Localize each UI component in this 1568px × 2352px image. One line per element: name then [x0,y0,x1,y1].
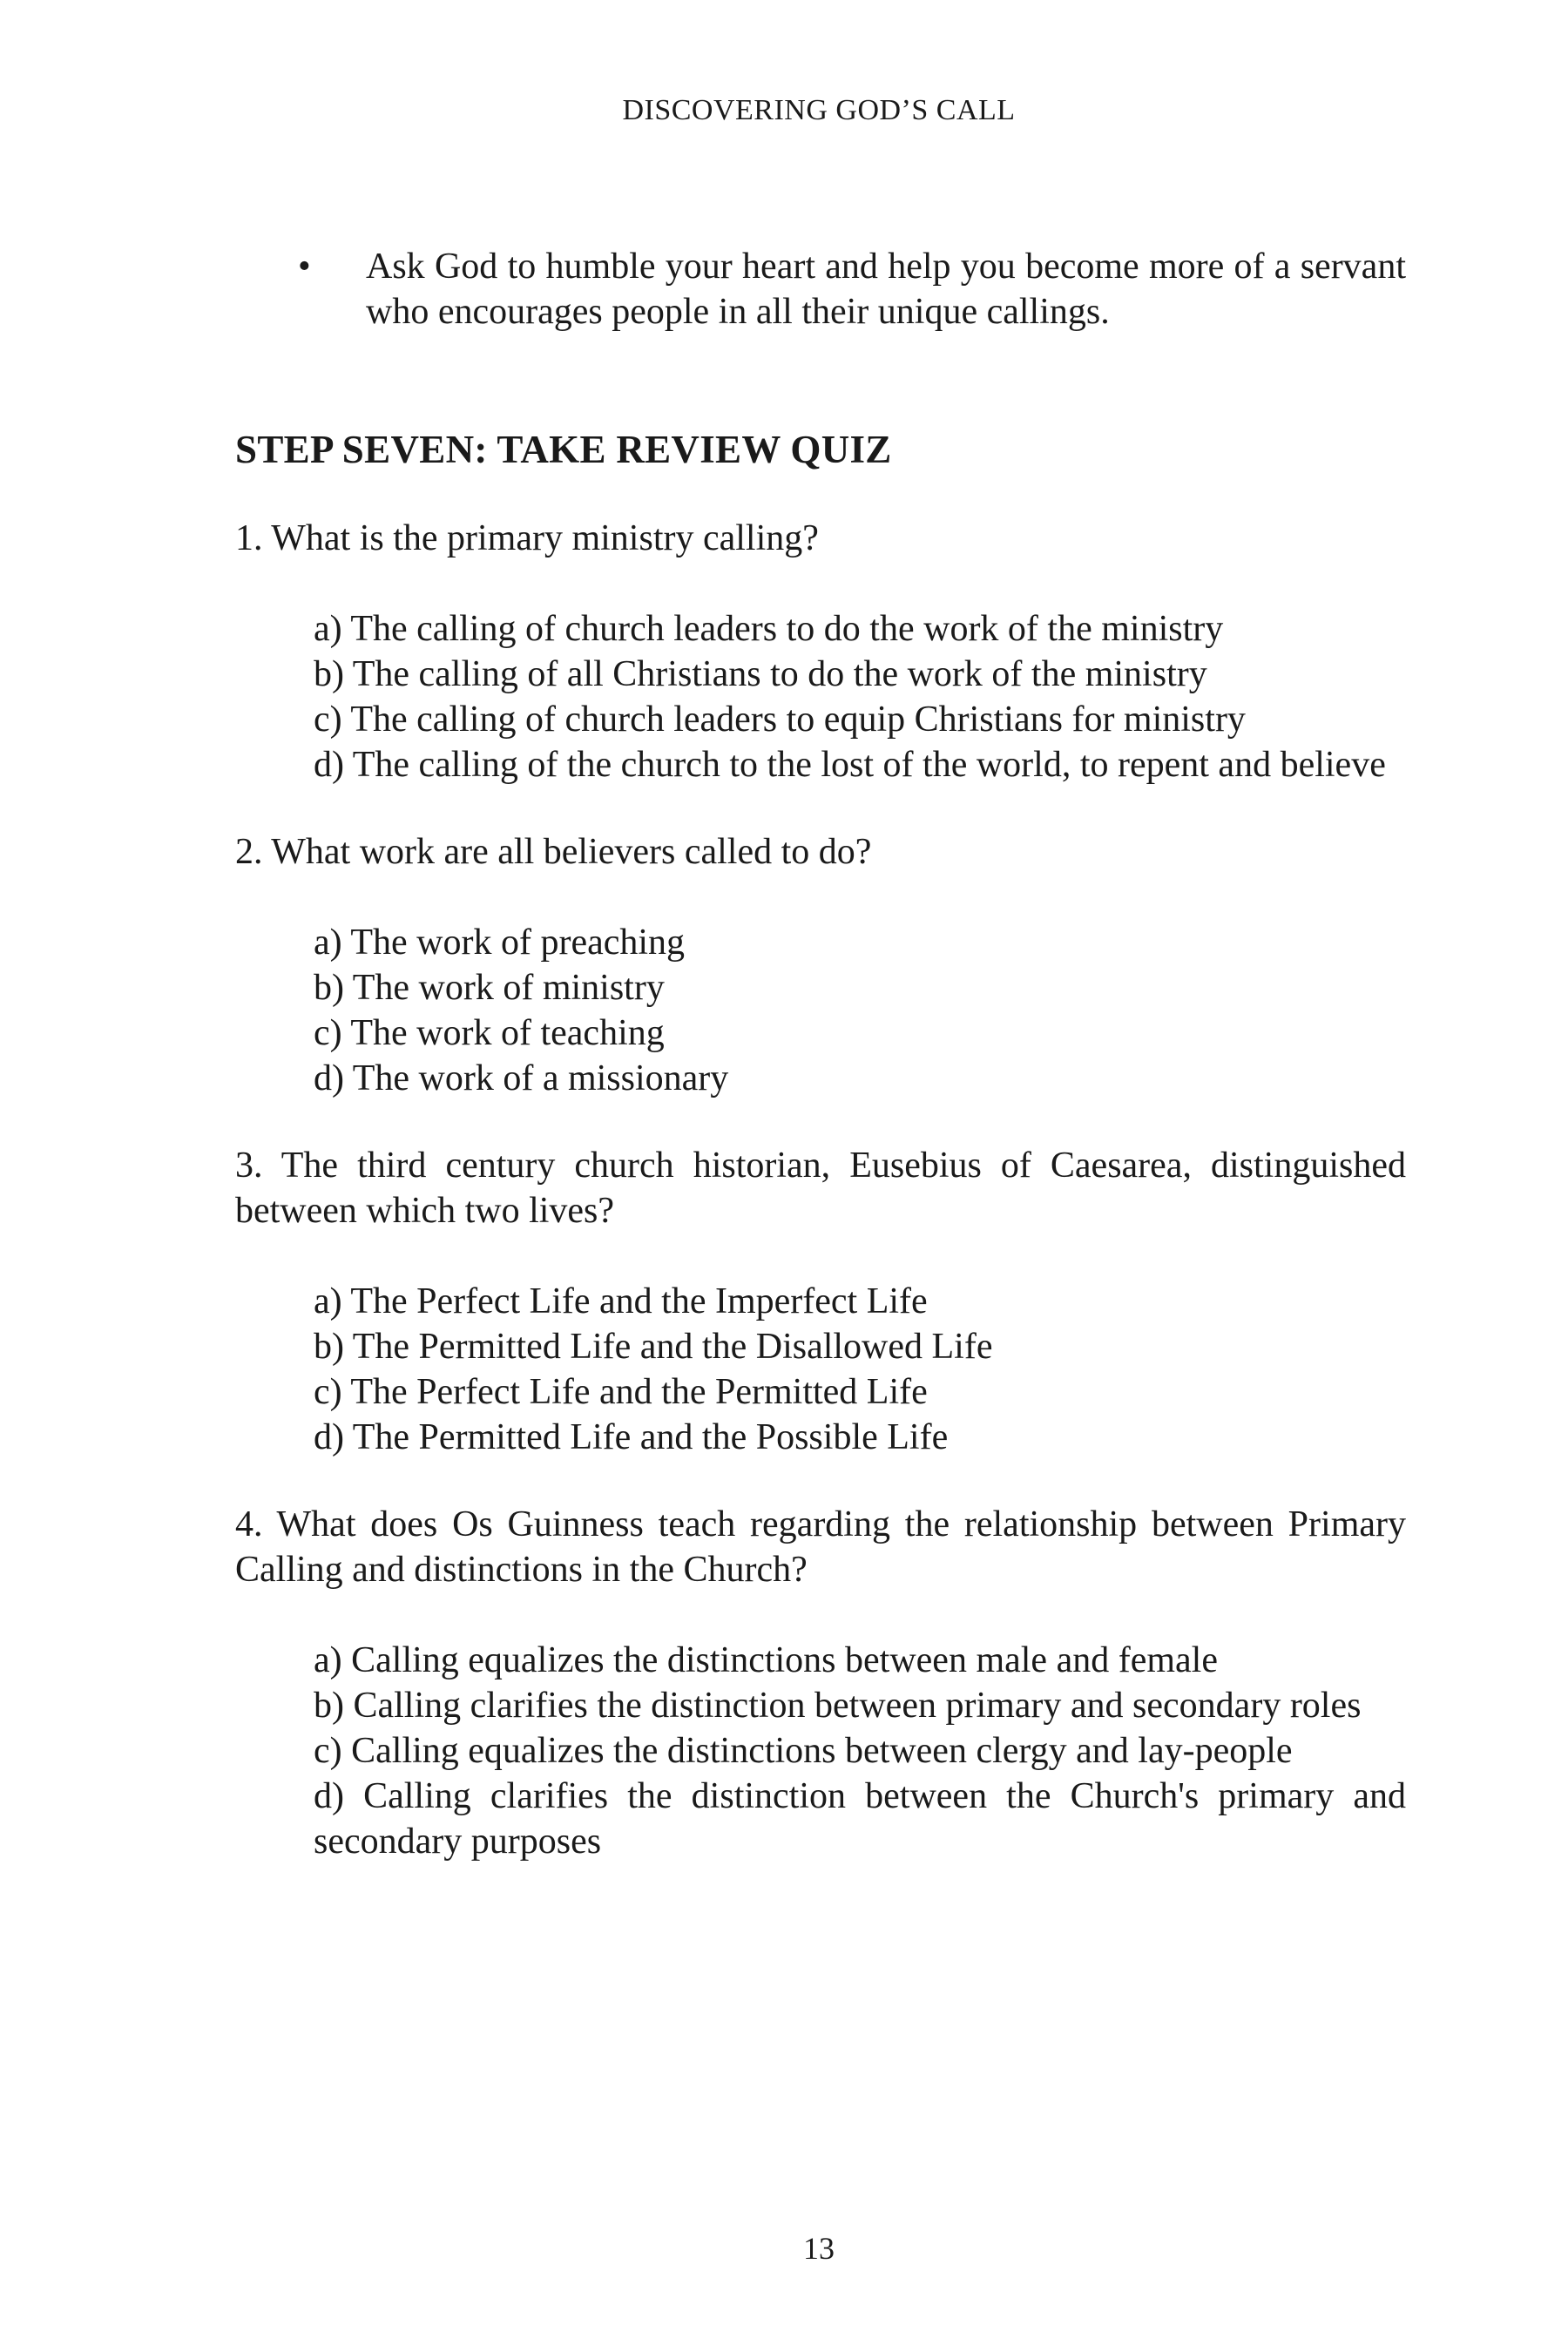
quiz-option: c) The work of teaching [314,1013,665,1053]
quiz-option: d) The Permitted Life and the Possible Life [314,1417,949,1457]
bullet-icon: • [298,247,311,287]
quiz-options-2 [235,920,1406,1101]
quiz-option: b) Calling clarifies the distinction between primary and secondary roles [314,1686,1362,1726]
running-header: DISCOVERING GOD’S CALL [622,94,1016,126]
quiz-option: a) The calling of church leaders to do the work of the ministry [314,609,1224,649]
quiz-option: c) Calling equalizes the distinctions between clergy and lay-people [314,1731,1293,1771]
quiz-option: a) The Perfect Life and the Imperfect Life [314,1281,928,1321]
bullet-item [235,244,1406,335]
page-number: 13 [803,2231,835,2266]
quiz-option: b) The work of ministry [314,968,665,1008]
quiz-option: c) The Perfect Life and the Permitted Life [314,1372,928,1412]
quiz-question-3: 3. The third century church historian, Eusebius of Caesarea, distinguished between which two lives? [235,1146,1406,1231]
quiz-option: d) The calling of the church to the lost of the world, to repent and believe [314,745,1386,785]
quiz-question-4: 4. What does Os Guinness teach regarding the relationship between Primary Calling and distinctions in the Church? [235,1504,1406,1590]
quiz-option: a) The work of preaching [314,923,686,963]
quiz-option: b) The calling of all Christians to do the work of the ministry [314,654,1207,694]
quiz-question-1: 1. What is the primary ministry calling? [235,518,819,558]
quiz-question-2: 2. What work are all believers called to do? [235,832,872,872]
quiz-option: d) Calling clarifies the distinction between the Church's primary and secondary purposes [314,1776,1406,1862]
quiz-option: d) The work of a missionary [314,1058,729,1098]
quiz-option: a) Calling equalizes the distinctions between male and female [314,1640,1218,1680]
quiz-option: c) The calling of church leaders to equip Christians for ministry [314,700,1246,740]
quiz-options-4 [235,1638,1406,1864]
bullet-text: Ask God to humble your heart and help you become more of a servant who encourages people in all their unique callings. [366,247,1406,332]
quiz-option: b) The Permitted Life and the Disallowed Life [314,1327,993,1367]
quiz-options-1 [235,606,1406,787]
page-content [235,244,1406,1864]
quiz-options-3 [235,1279,1406,1460]
section-heading: STEP SEVEN: TAKE REVIEW QUIZ [235,428,892,471]
